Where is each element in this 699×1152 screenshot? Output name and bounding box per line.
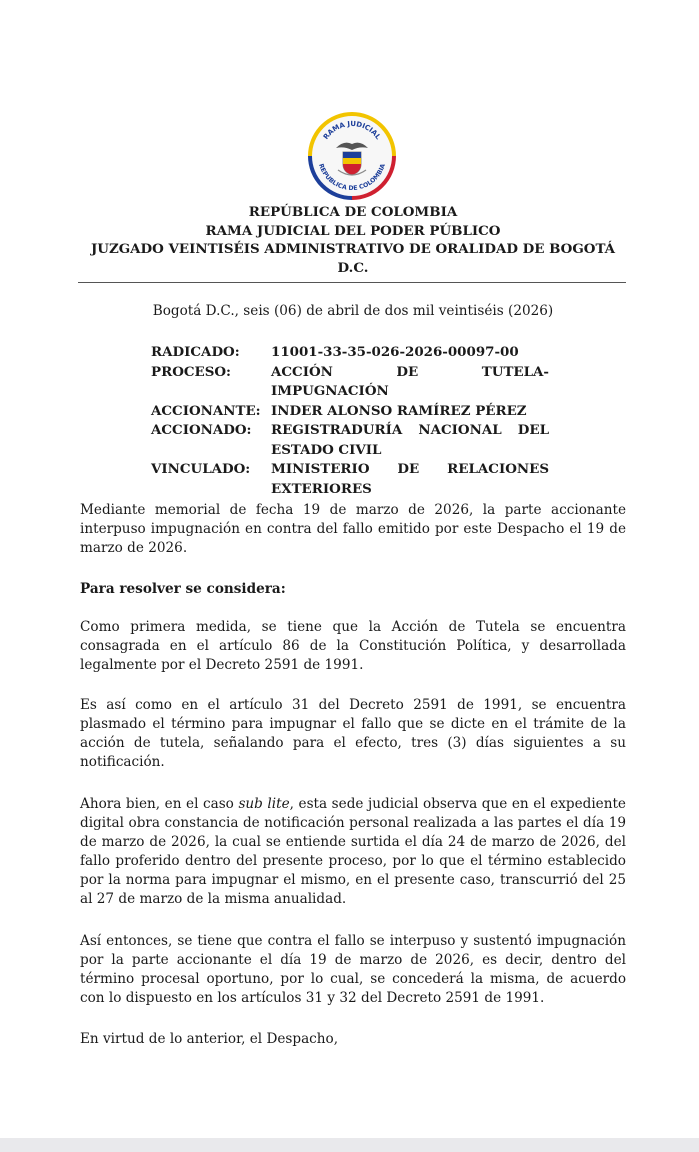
radicado-value: 11001-33-35-026-2026-00097-00 [271, 344, 519, 360]
paragraph-en-virtud [80, 1030, 626, 1049]
accionado-value-line-2: ESTADO CIVIL [271, 441, 382, 458]
meta-row-accionado [151, 421, 549, 460]
paragraph-primera-medida-text: Como primera medida, se tiene que la Acción de Tutela se encuentra consagrada en el artículo 86 de la Constitución Política, y desarrollada legalmente por el Decreto 2591 de 1991. [80, 619, 626, 673]
vinculado-value-line-1: MINISTERIO DE RELACIONES [271, 461, 549, 477]
rama-judicial-seal [308, 112, 396, 200]
vinculado-value-line-2: EXTERIORES [271, 480, 372, 497]
accionante-value: INDER ALONSO RAMÍREZ PÉREZ [271, 402, 527, 419]
paragraph-articulo-31-text: Es así como en el artículo 31 del Decreto 2591 de 1991, se encuentra plasmado el término para impugnar el fallo que se dicte en el trámite de la acción de tutela, señalando para el efecto, tres (3) días siguientes a su notificación. [80, 697, 626, 770]
accionado-label: ACCIONADO: [151, 422, 252, 438]
accionante-label: ACCIONANTE: [151, 402, 261, 419]
svg-text:REPUBLICA DE COLOMBIA: REPUBLICA DE COLOMBIA [317, 162, 387, 193]
paragraph-asi-entonces [80, 932, 626, 1008]
vinculado-label: VINCULADO: [151, 461, 251, 477]
paragraph-en-virtud-text: En virtud de lo anterior, el Despacho, [80, 1031, 339, 1047]
paragraph-articulo-31 [80, 696, 626, 772]
paragraph-primera-medida [80, 618, 626, 675]
meta-row-accionante [151, 402, 549, 422]
header-dc: D.C. [337, 260, 369, 277]
paragraph-memorial [80, 501, 626, 558]
section-heading [80, 580, 626, 599]
header-divider [78, 282, 626, 283]
paragraph-sub-lite-text [80, 795, 626, 909]
accionado-value [271, 421, 549, 460]
court-header [80, 203, 626, 278]
header-republica: REPÚBLICA DE COLOMBIA [248, 204, 458, 220]
paragraph-asi-entonces-text: Así entonces, se tiene que contra el fallo se interpuso y sustentó impugnación por la parte accionante el día 19 de marzo de 2026, es decir, dentro del término procesal oportuno, por lo cual, se concederá la misma, de acuerdo con lo dispuesto en los artículos 31 y 32 del Decreto 2591 de 1991. [80, 933, 626, 1006]
case-metadata [151, 343, 549, 499]
meta-row-proceso [151, 363, 549, 402]
sub-lite-after: , esta sede judicial observa que en el expediente digital obra constancia de notificación personal realizada a las partes el día 19 de marzo de 2026, la cual se entiende surtida el día 24 de marzo de 2026, del fallo proferido dentro del presente proceso, por lo que el término establecido por la norma para impugnar el mismo, en el presente caso, transcurrió del 25 al 27 de marzo de la misma anualidad. [80, 796, 626, 907]
paragraph-sub-lite [80, 795, 626, 909]
vinculado-value [271, 460, 549, 499]
svg-text:RAMA JUDICIAL: RAMA JUDICIAL [321, 119, 383, 141]
proceso-label: PROCESO: [151, 363, 232, 380]
section-heading-text: Para resolver se considera: [80, 581, 286, 597]
meta-row-radicado [151, 343, 549, 363]
header-rama: RAMA JUDICIAL DEL PODER PÚBLICO [205, 222, 501, 239]
accionado-value-line-1: REGISTRADURÍA NACIONAL DEL [271, 422, 549, 438]
sub-lite-before: Ahora bien, en el caso [80, 796, 239, 812]
header-juzgado: JUZGADO VEINTISÉIS ADMINISTRATIVO DE ORALIDAD DE BOGOTÁ [90, 241, 616, 258]
paragraph-memorial-text: Mediante memorial de fecha 19 de marzo de 2026, la parte accionante interpuso impugnación en contra del fallo emitido por este Despacho el 19 de marzo de 2026. [80, 502, 626, 556]
proceso-value: ACCIÓN DE TUTELA- IMPUGNACIÓN [271, 363, 549, 399]
meta-row-vinculado [151, 460, 549, 499]
date-line: Bogotá D.C., seis (06) de abril de dos mil veintiséis (2026) [152, 303, 554, 319]
sub-lite-italic: sub lite [238, 796, 290, 812]
radicado-label: RADICADO: [151, 344, 240, 360]
